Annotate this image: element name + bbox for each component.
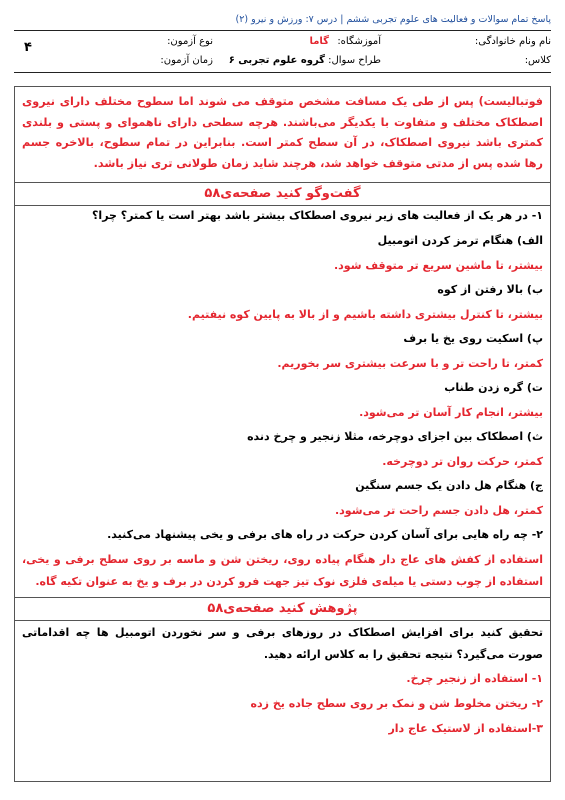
section-heading-discussion: گفت‌وگو کنید صفحه‌ی۵۸ [14,182,551,206]
exam-type-label: نوع آزمون: [167,36,213,47]
class-label: کلاس: [524,55,551,66]
intro-paragraph: فوتبالیست) پس از طی یک مسافت مشخص متوقف می شوند اما سطوح مختلف دارای نیروی اصطکاک مختلف و متفاوت با یکدیگر می‌باشند. هرچه سطحی دارای ناهموای و پستی و بلندی کمتری باشد نیروی اصطکاک، در آن سطح کمتر است. بنابراین در تمام سطوح، بالاخره جسم رها شده پس از مدتی متوقف خواهد شد، هرچند شاید زمان طولانی تری نیاز باشد. [22,95,543,170]
item-answer: کمتر، تا راحت تر و با سرعت بیشتری سر بخوریم. [277,357,543,370]
item-question: ت) گره زدن طناب [444,381,543,394]
info-box [14,34,551,73]
school-value: گاما [309,36,329,47]
research-answer: ۱- استفاده از زنجیر چرخ. [406,672,543,685]
item-question: ب) بالا رفتن از کوه [437,283,543,296]
item-question: ث) اصطکاک بین اجزای دوچرخه، مثلا زنجیر و چرخ دنده [247,430,543,443]
student-name-label: نام ونام خانوادگی: [474,36,551,47]
page-header: پاسخ تمام سوالات و فعالیت های علوم تجربی ششم | درس ۷: ورزش و نیرو (۲) [235,14,551,25]
item-question: پ) اسکیت روی یخ یا برف [403,332,543,345]
answer-2: استفاده از کفش های عاج دار هنگام پیاده روی، ریختن شن و ماسه بر روی سطح برفی و یخی، استفاده از چوب دستی یا میله‌ی فلزی نوک تیز جهت فرو کردن در برف و یخ به عنوان تکیه گاه. [22,553,543,588]
exam-time-label: زمان آزمون: [160,55,213,66]
header-divider [14,30,551,31]
research-answer: ۲- ریختن مخلوط شن و نمک بر روی سطح جاده یخ زده [250,697,543,710]
section-heading-research: پژوهش کنید صفحه‌ی۵۸ [14,597,551,621]
item-answer: بیشتر، تا کنترل بیشتری داشته باشیم و از بالا به پایین کوه نیفتیم. [187,308,543,321]
item-answer: بیشتر، تا ماشین سریع تر متوقف شود. [333,259,543,272]
research-answer: ۳-استفاده از لاستیک عاج دار [388,722,543,735]
item-question: ج) هنگام هل دادن یک جسم سنگین [355,479,543,492]
question-1: ۱- در هر یک از فعالیت های زیر نیروی اصطکاک بیشتر باشد بهتر است یا کمتر؟ چرا؟ [92,209,543,222]
item-answer: کمتر، هل دادن جسم راحت تر می‌شود. [334,504,543,517]
page-number: ۴ [24,40,32,55]
item-answer: بیشتر، انجام کار آسان تر می‌شود. [359,406,543,419]
school-label: آموزشگاه: [337,36,381,47]
designer-value: گروه علوم تجربی ۶ [228,55,325,66]
designer-label: طراح سوال: [328,55,381,66]
item-question: الف) هنگام ترمز کردن اتومبیل [377,234,543,247]
question-2: ۲- چه راه هایی برای آسان کردن حرکت در راه های برفی و یخی پیشنهاد می‌کنید. [107,528,543,541]
research-question: تحقیق کنید برای افزایش اصطکاک در روزهای برفی و سر نخوردن اتومبیل ها چه اقداماتی صورت می‌گیرد؟ نتیجه تحقیق را به کلاس ارائه دهید. [22,626,543,661]
item-answer: کمتر، حرکت روان تر دوچرخه. [382,455,543,468]
